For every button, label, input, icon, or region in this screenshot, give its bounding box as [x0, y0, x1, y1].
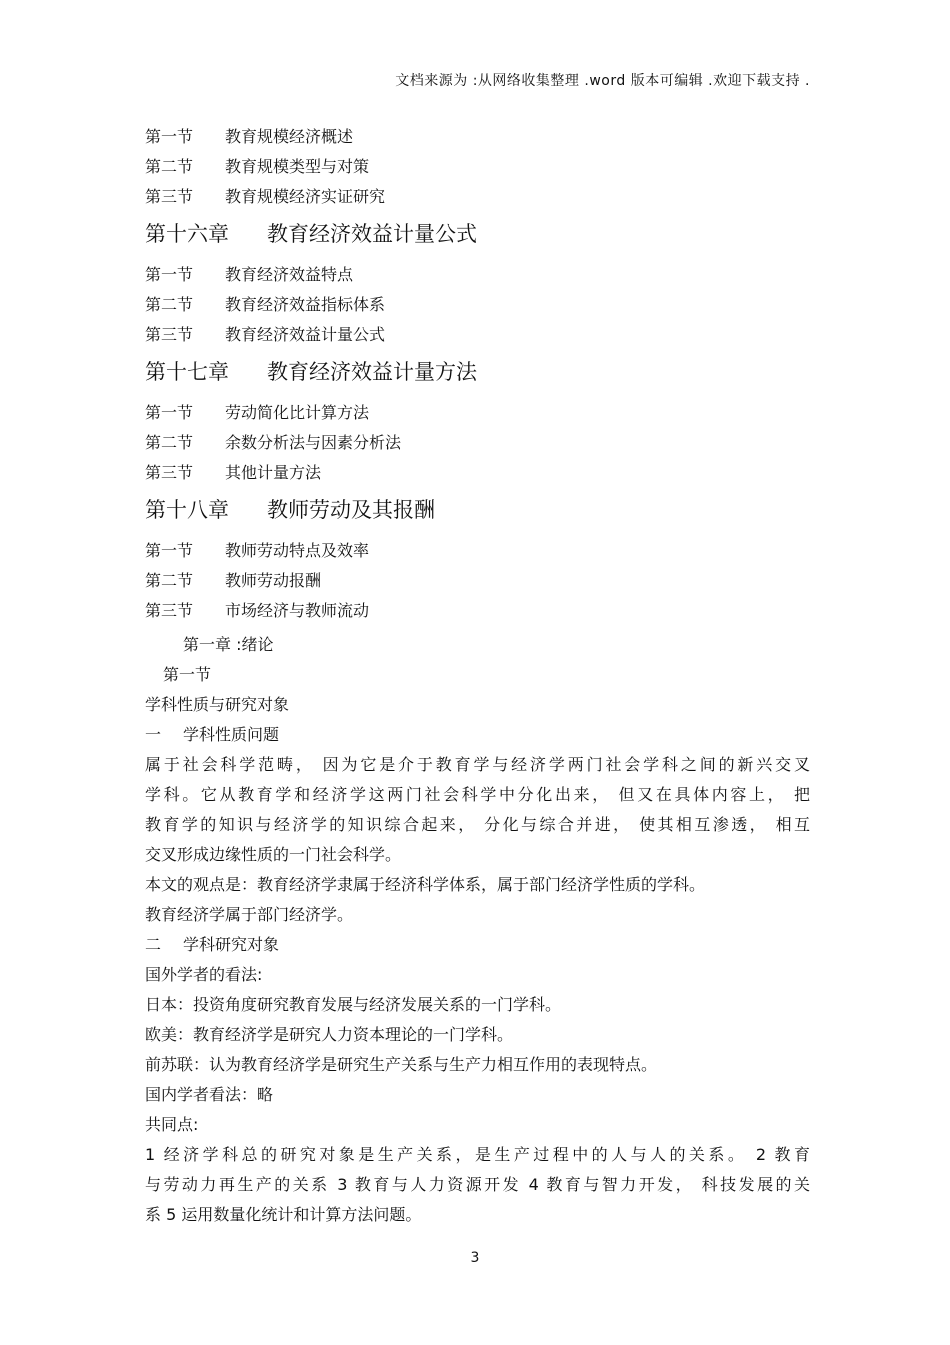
paragraph-line: 1 经济学科总的研究对象是生产关系，是生产过程中的人与人的关系。 2 教育 — [145, 1145, 810, 1164]
page-number: 3 — [470, 1250, 480, 1266]
paragraph-line: 前苏联：认为教育经济学是研究生产关系与生产力相互作用的表现特点。 — [145, 1055, 658, 1074]
toc-section: 第一节 教育规模经济概述 — [145, 127, 354, 146]
chapter-heading: 第一章 :绪论 — [183, 635, 274, 654]
paragraph-line: 与劳动力再生产的关系 3 教育与人力资源开发 4 教育与智力开发， 科技发展的关 — [145, 1175, 810, 1194]
body-text — [145, 630, 810, 1230]
paragraph-line: 国内学者看法：略 — [145, 1085, 274, 1104]
paragraph-line: 学科。它从教育学和经济学这两门社会科学中分化出来， 但又在具体内容上， 把 — [145, 785, 810, 804]
toc-section: 第二节 教师劳动报酬 — [145, 571, 322, 590]
paragraph-line: 国外学者的看法: — [145, 965, 263, 984]
paragraph-line: 本文的观点是：教育经济学隶属于经济科学体系，属于部门经济学性质的学科。 — [145, 875, 706, 894]
paragraph-line: 日本：投资角度研究教育发展与经济发展关系的一门学科。 — [145, 995, 562, 1014]
toc-section: 第二节 余数分析法与因素分析法 — [145, 433, 402, 452]
section-title: 学科性质与研究对象 — [145, 695, 290, 714]
toc-section: 第三节 教育经济效益计量公式 — [145, 325, 386, 344]
subheading-one: 一 学科性质问题 — [145, 725, 280, 744]
paragraph-line: 教育学的知识与经济学的知识综合起来， 分化与综合并进， 使其相互渗透， 相互 — [145, 815, 810, 834]
toc-section: 第三节 市场经济与教师流动 — [145, 601, 370, 620]
page-header: 文档来源为 :从网络收集整理 .word 版本可编辑 .欢迎下载支持 . — [395, 73, 810, 89]
paragraph-line: 属于社会科学范畴， 因为它是介于教育学与经济学两门社会学科之间的新兴交叉 — [145, 755, 810, 774]
toc-chapter: 第十六章 教育经济效益计量公式 — [145, 222, 477, 246]
paragraph-line: 欧美：教育经济学是研究人力资本理论的一门学科。 — [145, 1025, 514, 1044]
toc-section: 第三节 教育规模经济实证研究 — [145, 187, 386, 206]
toc-section: 第三节 其他计量方法 — [145, 463, 322, 482]
toc-section: 第二节 教育经济效益指标体系 — [145, 295, 386, 314]
toc-section: 第二节 教育规模类型与对策 — [145, 157, 370, 176]
table-of-contents — [145, 122, 815, 626]
paragraph-line: 共同点: — [145, 1115, 199, 1134]
section-heading: 第一节 — [163, 665, 212, 684]
paragraph-line: 交叉形成边缘性质的一门社会科学。 — [145, 845, 402, 864]
toc-section: 第一节 劳动简化比计算方法 — [145, 403, 370, 422]
toc-chapter: 第十八章 教师劳动及其报酬 — [145, 498, 435, 522]
paragraph-line: 系 5 运用数量化统计和计算方法问题。 — [145, 1205, 422, 1224]
toc-section: 第一节 教育经济效益特点 — [145, 265, 354, 284]
subheading-two: 二 学科研究对象 — [145, 935, 280, 954]
toc-chapter: 第十七章 教育经济效益计量方法 — [145, 360, 477, 384]
toc-section: 第一节 教师劳动特点及效率 — [145, 541, 370, 560]
paragraph-line: 教育经济学属于部门经济学。 — [145, 905, 354, 924]
